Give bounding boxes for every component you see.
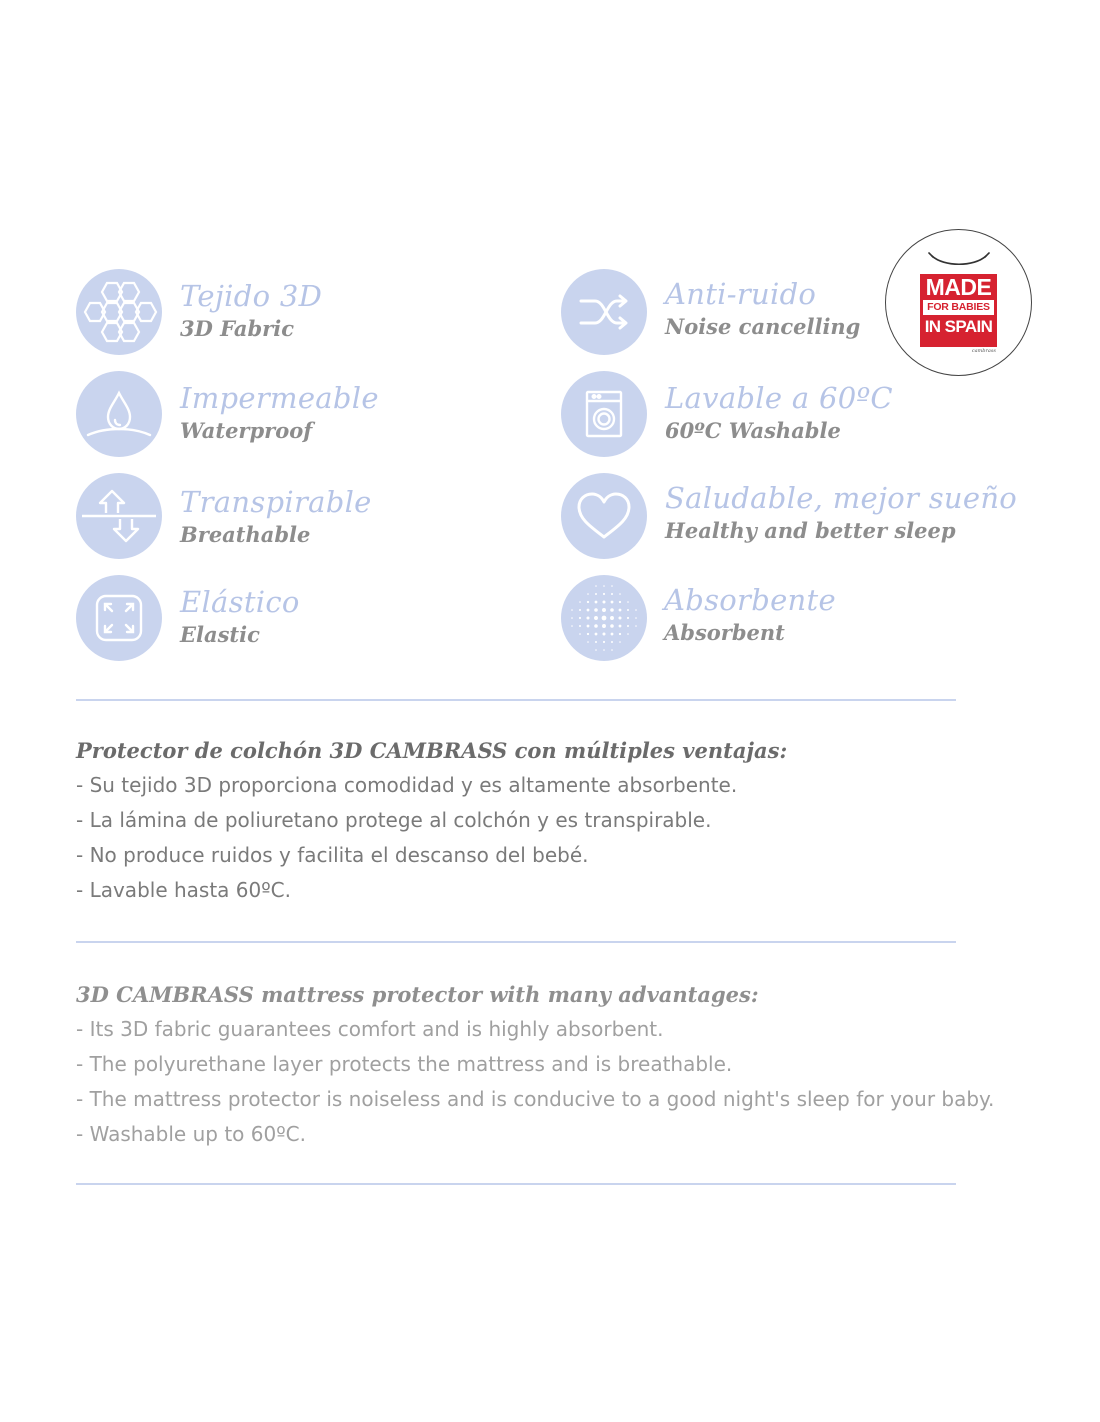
badge-label (920, 274, 997, 347)
feature-subtitle: Elastic (180, 622, 260, 647)
heart-icon (561, 473, 647, 559)
description-line: - La lámina de poliuretano protege al colchón y es transpirable. (76, 808, 712, 832)
description-spanish (76, 733, 976, 908)
divider-middle (76, 941, 956, 943)
badge-for-babies: FOR BABIES (923, 300, 994, 315)
feature-lavable (561, 371, 1021, 461)
feature-subtitle: Noise cancelling (665, 314, 861, 339)
feature-title: Tejido 3D (180, 279, 323, 313)
feature-title: Saludable, mejor sueño (665, 481, 1018, 515)
honeycomb-icon (76, 269, 162, 355)
description-line: - Lavable hasta 60ºC. (76, 878, 291, 902)
feature-title: Elástico (180, 585, 300, 619)
dot-pattern-icon (561, 575, 647, 661)
feature-subtitle: Absorbent (664, 620, 785, 645)
expand-arrows-icon (76, 575, 162, 661)
badge-made: MADE (925, 274, 992, 300)
description-heading: 3D CAMBRASS mattress protector with many advantages: (76, 982, 759, 1007)
feature-subtitle: 3D Fabric (180, 316, 295, 341)
made-in-spain-badge (885, 229, 1032, 376)
feature-absorbente (561, 575, 1021, 665)
badge-in-spain: IN SPAIN (924, 317, 993, 336)
feature-title: Anti-ruido (665, 277, 817, 311)
feature-saludable (561, 473, 1021, 563)
description-line: - The polyurethane layer protects the mattress and is breathable. (76, 1052, 733, 1076)
divider-top (76, 699, 956, 701)
feature-title: Lavable a 60ºC (665, 381, 893, 415)
feature-impermeable (76, 371, 536, 461)
feature-transpirable (76, 473, 536, 563)
description-line: - Its 3D fabric guarantees comfort and is highly absorbent. (76, 1017, 664, 1041)
feature-subtitle: Healthy and better sleep (665, 518, 956, 543)
washing-machine-icon (561, 371, 647, 457)
feature-title: Impermeable (180, 381, 379, 415)
badge-brand: cambrass (971, 348, 996, 354)
feature-subtitle: Waterproof (180, 418, 313, 443)
airflow-arrows-icon (76, 473, 162, 559)
description-line: - Washable up to 60ºC. (76, 1122, 306, 1146)
feature-tejido-3d (76, 269, 536, 359)
feature-elastico (76, 575, 536, 665)
description-english (76, 977, 995, 1152)
description-heading: Protector de colchón 3D CAMBRASS con múltiples ventajas: (76, 738, 788, 763)
description-line: - Su tejido 3D proporciona comodidad y es altamente absorbente. (76, 773, 738, 797)
description-line: - The mattress protector is noiseless and is conducive to a good night's sleep for your baby. (76, 1087, 995, 1111)
feature-subtitle: 60ºC Washable (665, 418, 841, 443)
feature-subtitle: Breathable (180, 522, 311, 547)
divider-bottom (76, 1183, 956, 1185)
feature-title: Absorbente (664, 583, 836, 617)
water-drop-icon (76, 371, 162, 457)
shuffle-icon (561, 269, 647, 355)
description-line: - No produce ruidos y facilita el descanso del bebé. (76, 843, 589, 867)
feature-title: Transpirable (180, 485, 372, 519)
